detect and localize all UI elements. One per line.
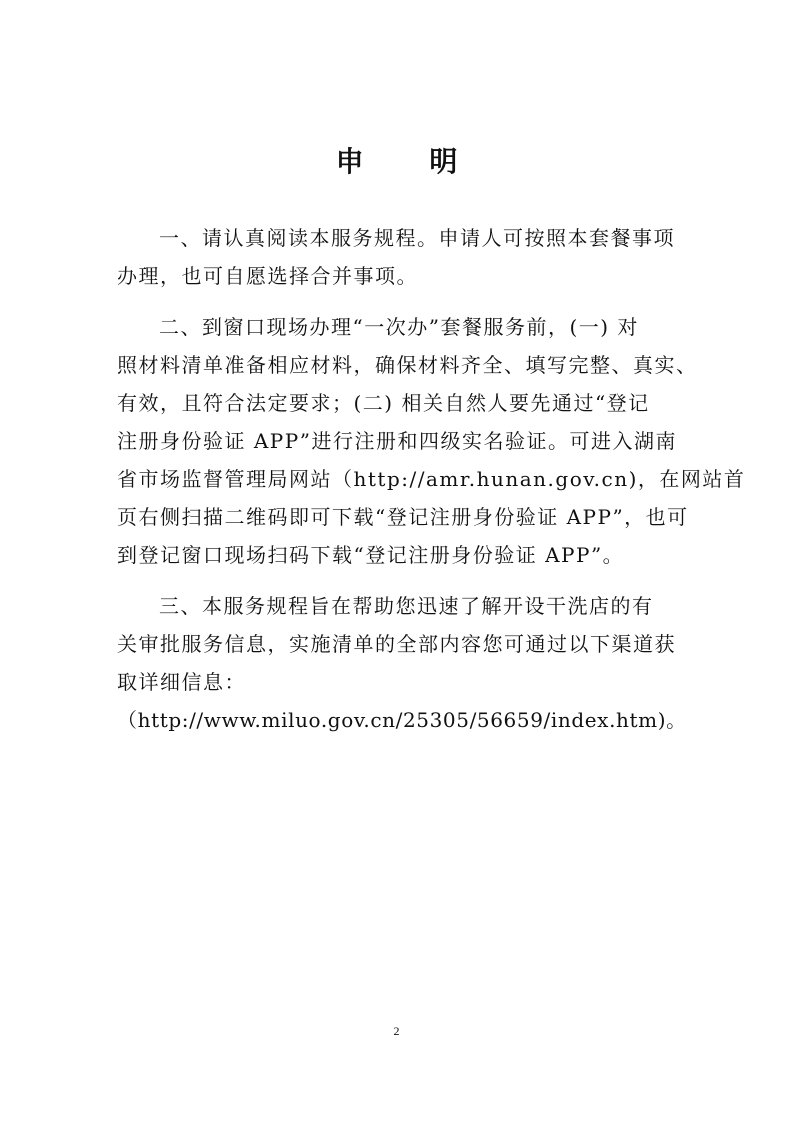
page-title: 申 明 bbox=[335, 145, 486, 178]
paragraph-2-line-6: 页右侧扫描二维码即可下载“登记注册身份验证 APP”，也可 bbox=[117, 505, 689, 529]
paragraph-2-line-7: 到登记窗口现场扫码下载“登记注册身份验证 APP”。 bbox=[117, 543, 625, 567]
paragraph-1-line-1: 一、请认真阅读本服务规程。申请人可按照本套餐事项 bbox=[159, 226, 675, 250]
paragraph-3-line-3: 取详细信息： bbox=[117, 670, 246, 694]
paragraph-2-line-2: 照材料清单准备相应材料，确保材料齐全、填写完整、真实、 bbox=[117, 353, 698, 377]
paragraph-3-line-2: 关审批服务信息，实施清单的全部内容您可通过以下渠道获 bbox=[117, 632, 676, 656]
index-url-line: （http://www.miluo.gov.cn/25305/56659/index.htm)。 bbox=[117, 708, 687, 732]
page-number: 2 bbox=[393, 1024, 400, 1038]
paragraph-2-line-4: 注册身份验证 APP”进行注册和四级实名验证。可进入湖南 bbox=[117, 429, 677, 453]
paragraph-2-line-3: 有效，且符合法定要求；(二) 相关自然人要先通过“登记 bbox=[117, 391, 650, 415]
paragraph-2-line-1: 二、到窗口现场办理“一次办”套餐服务前，(一) 对 bbox=[159, 315, 639, 339]
paragraph-3-line-1: 三、本服务规程旨在帮助您迅速了解开设干洗店的有 bbox=[159, 594, 654, 618]
paragraph-2-line-5: 省市场监督管理局网站（http://amr.hunan.gov.cn)，在网站首 bbox=[117, 467, 746, 491]
paragraph-1-line-2: 办理，也可自愿选择合并事项。 bbox=[117, 264, 418, 288]
